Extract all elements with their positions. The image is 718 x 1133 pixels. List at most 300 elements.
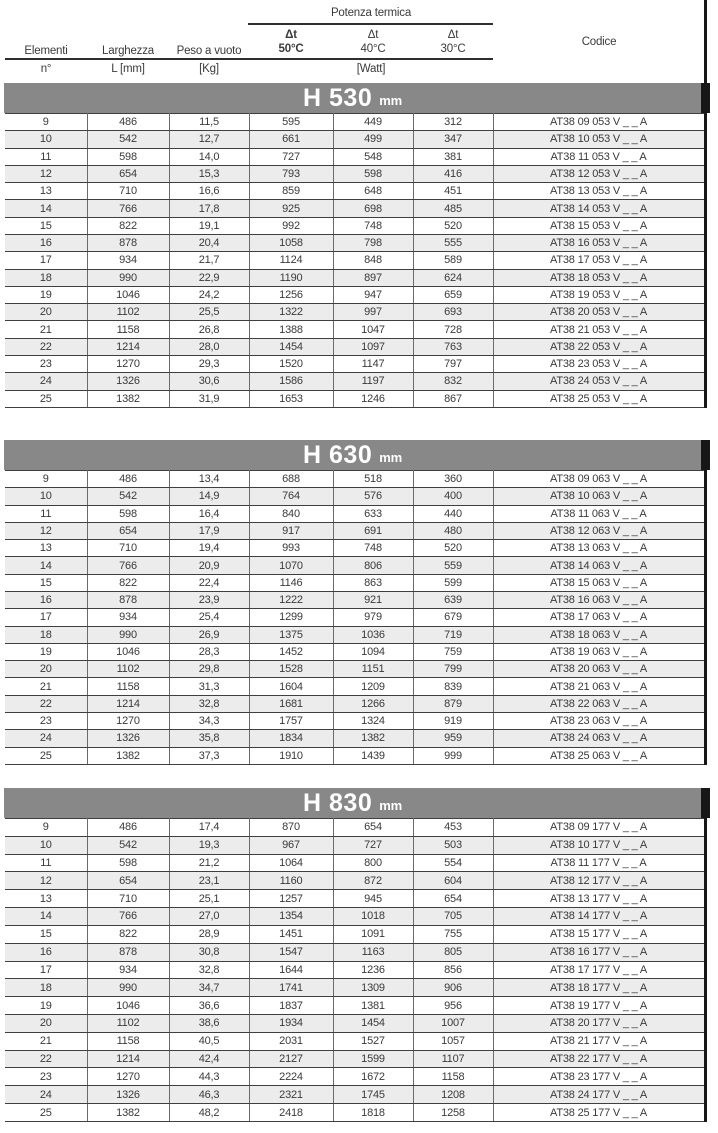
cell-codice: AT38 09 053 V _ _ A xyxy=(493,114,705,131)
cell-watt-40: 979 xyxy=(333,609,413,626)
cell-watt-50: 1160 xyxy=(249,872,333,890)
cell-watt-50: 840 xyxy=(249,505,333,522)
cell-elementi: 18 xyxy=(5,979,87,997)
cell-larghezza: 878 xyxy=(87,943,169,961)
cell-codice: AT38 19 053 V _ _ A xyxy=(493,286,705,303)
table-row xyxy=(5,338,705,355)
cell-elementi: 16 xyxy=(5,591,87,608)
cell-watt-40: 1236 xyxy=(333,961,413,979)
table-row xyxy=(5,997,705,1015)
cell-codice: AT38 15 053 V _ _ A xyxy=(493,217,705,234)
table-row xyxy=(5,390,705,408)
cell-watt-50: 1528 xyxy=(249,661,333,678)
cell-watt-30: 520 xyxy=(413,540,493,557)
cell-codice: AT38 16 053 V _ _ A xyxy=(493,234,705,251)
cell-watt-50: 1146 xyxy=(249,574,333,591)
cell-larghezza: 1326 xyxy=(87,373,169,390)
cell-codice: AT38 25 053 V _ _ A xyxy=(493,390,705,408)
cell-watt-50: 1451 xyxy=(249,925,333,943)
section-banner xyxy=(4,83,710,113)
cell-larghezza: 1382 xyxy=(87,1104,169,1122)
cell-peso: 32,8 xyxy=(169,961,249,979)
potenza-termica-group-label: Potenza termica xyxy=(330,7,412,19)
table-row xyxy=(5,854,705,872)
elementi-unit-label: n° xyxy=(40,63,52,75)
cell-elementi: 14 xyxy=(5,200,87,217)
cell-elementi: 25 xyxy=(5,390,87,408)
cell-watt-40: 1246 xyxy=(333,390,413,408)
table-row xyxy=(5,678,705,695)
cell-watt-30: 453 xyxy=(413,819,493,837)
cell-larghezza: 542 xyxy=(87,836,169,854)
cell-elementi: 11 xyxy=(5,148,87,165)
cell-elementi: 25 xyxy=(5,1104,87,1122)
cell-watt-40: 897 xyxy=(333,269,413,286)
cell-watt-30: 755 xyxy=(413,925,493,943)
cell-larghezza: 766 xyxy=(87,557,169,574)
cell-watt-40: 1309 xyxy=(333,979,413,997)
cell-elementi: 19 xyxy=(5,643,87,660)
cell-watt-30: 999 xyxy=(413,747,493,765)
cell-watt-40: 1209 xyxy=(333,678,413,695)
cell-larghezza: 598 xyxy=(87,854,169,872)
cell-watt-50: 1256 xyxy=(249,286,333,303)
cell-watt-50: 1653 xyxy=(249,390,333,408)
cell-codice: AT38 14 053 V _ _ A xyxy=(493,200,705,217)
section-title: H 630 xyxy=(303,440,373,469)
cell-watt-30: 763 xyxy=(413,338,493,355)
cell-elementi: 15 xyxy=(5,925,87,943)
cell-larghezza: 1102 xyxy=(87,661,169,678)
table-row xyxy=(5,730,705,747)
table-row xyxy=(5,890,705,908)
cell-watt-30: 879 xyxy=(413,695,493,712)
cell-watt-40: 1036 xyxy=(333,626,413,643)
cell-watt-40: 1745 xyxy=(333,1086,413,1104)
cell-watt-30: 1208 xyxy=(413,1086,493,1104)
table-row xyxy=(5,114,705,131)
cell-peso: 37,3 xyxy=(169,747,249,765)
cell-peso: 48,2 xyxy=(169,1104,249,1122)
table-row xyxy=(5,908,705,926)
table-row xyxy=(5,979,705,997)
cell-watt-30: 693 xyxy=(413,304,493,321)
cell-elementi: 12 xyxy=(5,522,87,539)
cell-peso: 28,9 xyxy=(169,925,249,943)
cell-codice: AT38 13 177 V _ _ A xyxy=(493,890,705,908)
cell-watt-40: 1151 xyxy=(333,661,413,678)
table-row xyxy=(5,747,705,765)
cell-watt-50: 2127 xyxy=(249,1050,333,1068)
cell-watt-40: 947 xyxy=(333,286,413,303)
cell-watt-30: 347 xyxy=(413,131,493,148)
table-row xyxy=(5,1014,705,1032)
cell-watt-40: 800 xyxy=(333,854,413,872)
cell-elementi: 17 xyxy=(5,961,87,979)
cell-watt-40: 1672 xyxy=(333,1068,413,1086)
cell-elementi: 15 xyxy=(5,574,87,591)
cell-peso: 25,5 xyxy=(169,304,249,321)
cell-watt-30: 719 xyxy=(413,626,493,643)
cell-elementi: 21 xyxy=(5,321,87,338)
cell-elementi: 13 xyxy=(5,540,87,557)
cell-watt-40: 1381 xyxy=(333,997,413,1015)
cell-peso: 31,3 xyxy=(169,678,249,695)
table-row xyxy=(5,661,705,678)
cell-larghezza: 822 xyxy=(87,574,169,591)
table-row xyxy=(5,819,705,837)
cell-watt-30: 1158 xyxy=(413,1068,493,1086)
cell-elementi: 19 xyxy=(5,997,87,1015)
cell-elementi: 10 xyxy=(5,836,87,854)
cell-peso: 26,8 xyxy=(169,321,249,338)
cell-watt-40: 654 xyxy=(333,819,413,837)
cell-codice: AT38 10 053 V _ _ A xyxy=(493,131,705,148)
potenza-termica-underline xyxy=(248,23,493,25)
table-row xyxy=(5,471,705,488)
cell-codice: AT38 19 063 V _ _ A xyxy=(493,643,705,660)
table-header xyxy=(0,0,718,83)
cell-peso: 29,3 xyxy=(169,355,249,372)
cell-larghezza: 766 xyxy=(87,200,169,217)
cell-codice: AT38 22 177 V _ _ A xyxy=(493,1050,705,1068)
cell-peso: 17,8 xyxy=(169,200,249,217)
section-banner xyxy=(4,788,710,818)
cell-watt-40: 863 xyxy=(333,574,413,591)
cell-peso: 32,8 xyxy=(169,695,249,712)
cell-elementi: 24 xyxy=(5,1086,87,1104)
delta-t-30-column-header xyxy=(413,28,493,56)
cell-elementi: 10 xyxy=(5,488,87,505)
cell-elementi: 23 xyxy=(5,712,87,729)
cell-peso: 22,4 xyxy=(169,574,249,591)
cell-watt-30: 805 xyxy=(413,943,493,961)
cell-elementi: 9 xyxy=(5,471,87,488)
cell-watt-40: 1197 xyxy=(333,373,413,390)
cell-larghezza: 990 xyxy=(87,269,169,286)
cell-watt-50: 1124 xyxy=(249,252,333,269)
cell-watt-50: 1934 xyxy=(249,1014,333,1032)
cell-larghezza: 1270 xyxy=(87,355,169,372)
cell-larghezza: 1046 xyxy=(87,643,169,660)
spec-table xyxy=(5,818,707,1122)
cell-watt-40: 848 xyxy=(333,252,413,269)
cell-peso: 31,9 xyxy=(169,390,249,408)
cell-peso: 35,8 xyxy=(169,730,249,747)
cell-watt-50: 727 xyxy=(249,148,333,165)
cell-codice: AT38 12 063 V _ _ A xyxy=(493,522,705,539)
cell-peso: 28,3 xyxy=(169,643,249,660)
cell-peso: 36,6 xyxy=(169,997,249,1015)
cell-codice: AT38 25 063 V _ _ A xyxy=(493,747,705,765)
cell-elementi: 20 xyxy=(5,1014,87,1032)
delta-t-symbol: Δt xyxy=(285,29,297,41)
cell-watt-50: 1547 xyxy=(249,943,333,961)
cell-watt-30: 555 xyxy=(413,234,493,251)
cell-watt-50: 1070 xyxy=(249,557,333,574)
cell-larghezza: 1270 xyxy=(87,1068,169,1086)
cell-watt-30: 1057 xyxy=(413,1032,493,1050)
cell-larghezza: 542 xyxy=(87,131,169,148)
cell-peso: 27,0 xyxy=(169,908,249,926)
cell-larghezza: 598 xyxy=(87,148,169,165)
cell-elementi: 18 xyxy=(5,269,87,286)
cell-watt-30: 451 xyxy=(413,183,493,200)
cell-peso: 17,9 xyxy=(169,522,249,539)
cell-larghezza: 1046 xyxy=(87,997,169,1015)
cell-watt-50: 2224 xyxy=(249,1068,333,1086)
cell-peso: 11,5 xyxy=(169,114,249,131)
cell-codice: AT38 24 177 V _ _ A xyxy=(493,1086,705,1104)
cell-peso: 12,7 xyxy=(169,131,249,148)
cell-watt-40: 449 xyxy=(333,114,413,131)
cell-watt-30: 312 xyxy=(413,114,493,131)
table-row xyxy=(5,872,705,890)
cell-watt-40: 548 xyxy=(333,148,413,165)
cell-larghezza: 1270 xyxy=(87,712,169,729)
cell-watt-40: 1324 xyxy=(333,712,413,729)
cell-watt-50: 1834 xyxy=(249,730,333,747)
cell-codice: AT38 23 053 V _ _ A xyxy=(493,355,705,372)
cell-peso: 25,4 xyxy=(169,609,249,626)
table-row xyxy=(5,355,705,372)
table-row xyxy=(5,304,705,321)
cell-watt-40: 1018 xyxy=(333,908,413,926)
cell-watt-50: 870 xyxy=(249,819,333,837)
section-title-unit: mm xyxy=(379,450,402,465)
cell-codice: AT38 22 063 V _ _ A xyxy=(493,695,705,712)
cell-watt-50: 2321 xyxy=(249,1086,333,1104)
cell-watt-40: 945 xyxy=(333,890,413,908)
cell-watt-50: 925 xyxy=(249,200,333,217)
cell-watt-30: 679 xyxy=(413,609,493,626)
table-row xyxy=(5,131,705,148)
cell-larghezza: 1158 xyxy=(87,1032,169,1050)
cell-elementi: 14 xyxy=(5,908,87,926)
cell-elementi: 13 xyxy=(5,183,87,200)
table-row xyxy=(5,488,705,505)
cell-peso: 22,9 xyxy=(169,269,249,286)
cell-watt-50: 859 xyxy=(249,183,333,200)
cell-larghezza: 1214 xyxy=(87,1050,169,1068)
cell-peso: 23,9 xyxy=(169,591,249,608)
cell-codice: AT38 11 053 V _ _ A xyxy=(493,148,705,165)
section-title: H 530 xyxy=(303,83,373,112)
cell-codice: AT38 17 053 V _ _ A xyxy=(493,252,705,269)
cell-watt-50: 1375 xyxy=(249,626,333,643)
cell-watt-40: 499 xyxy=(333,131,413,148)
cell-watt-40: 576 xyxy=(333,488,413,505)
cell-elementi: 16 xyxy=(5,943,87,961)
cell-larghezza: 654 xyxy=(87,522,169,539)
table-row xyxy=(5,961,705,979)
cell-elementi: 17 xyxy=(5,609,87,626)
cell-larghezza: 1046 xyxy=(87,286,169,303)
cell-larghezza: 934 xyxy=(87,609,169,626)
cell-elementi: 25 xyxy=(5,747,87,765)
cell-codice: AT38 24 063 V _ _ A xyxy=(493,730,705,747)
cell-watt-40: 648 xyxy=(333,183,413,200)
cell-watt-50: 1644 xyxy=(249,961,333,979)
cell-watt-30: 705 xyxy=(413,908,493,926)
cell-watt-30: 832 xyxy=(413,373,493,390)
cell-peso: 19,4 xyxy=(169,540,249,557)
cell-codice: AT38 18 177 V _ _ A xyxy=(493,979,705,997)
table-row xyxy=(5,217,705,234)
cell-watt-50: 2031 xyxy=(249,1032,333,1050)
cell-codice: AT38 20 177 V _ _ A xyxy=(493,1014,705,1032)
cell-watt-30: 728 xyxy=(413,321,493,338)
cell-codice: AT38 25 177 V _ _ A xyxy=(493,1104,705,1122)
cell-codice: AT38 21 063 V _ _ A xyxy=(493,678,705,695)
cell-watt-30: 400 xyxy=(413,488,493,505)
cell-watt-40: 698 xyxy=(333,200,413,217)
delta-t-30-label: 30°C xyxy=(440,43,466,55)
cell-elementi: 23 xyxy=(5,355,87,372)
cell-larghezza: 1382 xyxy=(87,390,169,408)
spec-table xyxy=(5,113,707,408)
cell-codice: AT38 17 063 V _ _ A xyxy=(493,609,705,626)
cell-larghezza: 934 xyxy=(87,961,169,979)
cell-watt-40: 1091 xyxy=(333,925,413,943)
cell-watt-50: 688 xyxy=(249,471,333,488)
cell-watt-50: 917 xyxy=(249,522,333,539)
cell-codice: AT38 21 177 V _ _ A xyxy=(493,1032,705,1050)
cell-peso: 25,1 xyxy=(169,890,249,908)
cell-watt-30: 759 xyxy=(413,643,493,660)
cell-watt-30: 480 xyxy=(413,522,493,539)
cell-watt-40: 1097 xyxy=(333,338,413,355)
table-row xyxy=(5,234,705,251)
section-banner xyxy=(4,440,710,470)
cell-elementi: 11 xyxy=(5,505,87,522)
cell-watt-50: 1454 xyxy=(249,338,333,355)
cell-watt-50: 1586 xyxy=(249,373,333,390)
cell-watt-30: 639 xyxy=(413,591,493,608)
table-row xyxy=(5,943,705,961)
section-title: H 830 xyxy=(303,788,373,817)
cell-codice: AT38 14 177 V _ _ A xyxy=(493,908,705,926)
cell-watt-50: 1064 xyxy=(249,854,333,872)
cell-peso: 46,3 xyxy=(169,1086,249,1104)
cell-codice: AT38 13 053 V _ _ A xyxy=(493,183,705,200)
cell-watt-30: 624 xyxy=(413,269,493,286)
cell-watt-40: 598 xyxy=(333,165,413,182)
cell-peso: 20,9 xyxy=(169,557,249,574)
cell-watt-40: 1147 xyxy=(333,355,413,372)
cell-codice: AT38 11 063 V _ _ A xyxy=(493,505,705,522)
cell-codice: AT38 19 177 V _ _ A xyxy=(493,997,705,1015)
cell-watt-30: 919 xyxy=(413,712,493,729)
cell-watt-50: 1222 xyxy=(249,591,333,608)
section-h-630 xyxy=(0,440,718,765)
cell-watt-30: 360 xyxy=(413,471,493,488)
delta-t-symbol: Δt xyxy=(367,29,379,41)
cell-larghezza: 1326 xyxy=(87,1086,169,1104)
header-divider-rule xyxy=(5,58,493,60)
cell-watt-50: 1322 xyxy=(249,304,333,321)
cell-elementi: 9 xyxy=(5,819,87,837)
table-row xyxy=(5,540,705,557)
cell-larghezza: 1102 xyxy=(87,304,169,321)
table-row xyxy=(5,1032,705,1050)
cell-codice: AT38 12 177 V _ _ A xyxy=(493,872,705,890)
cell-watt-40: 1599 xyxy=(333,1050,413,1068)
cell-watt-50: 793 xyxy=(249,165,333,182)
cell-watt-30: 1007 xyxy=(413,1014,493,1032)
cell-watt-40: 633 xyxy=(333,505,413,522)
cell-elementi: 19 xyxy=(5,286,87,303)
cell-elementi: 22 xyxy=(5,1050,87,1068)
cell-peso: 44,3 xyxy=(169,1068,249,1086)
table-row xyxy=(5,286,705,303)
cell-watt-30: 599 xyxy=(413,574,493,591)
cell-watt-30: 654 xyxy=(413,890,493,908)
cell-peso: 15,3 xyxy=(169,165,249,182)
cell-larghezza: 990 xyxy=(87,626,169,643)
cell-watt-40: 748 xyxy=(333,540,413,557)
cell-watt-30: 1258 xyxy=(413,1104,493,1122)
cell-codice: AT38 12 053 V _ _ A xyxy=(493,165,705,182)
cell-watt-50: 1388 xyxy=(249,321,333,338)
spec-table xyxy=(5,470,707,765)
cell-codice: AT38 18 053 V _ _ A xyxy=(493,269,705,286)
cell-watt-50: 1910 xyxy=(249,747,333,765)
larghezza-unit-label: L [mm] xyxy=(111,63,145,75)
table-row xyxy=(5,183,705,200)
table-row xyxy=(5,148,705,165)
cell-watt-30: 440 xyxy=(413,505,493,522)
cell-watt-30: 503 xyxy=(413,836,493,854)
table-row xyxy=(5,1104,705,1122)
cell-watt-30: 520 xyxy=(413,217,493,234)
cell-peso: 16,4 xyxy=(169,505,249,522)
cell-watt-50: 1837 xyxy=(249,997,333,1015)
cell-watt-30: 485 xyxy=(413,200,493,217)
cell-watt-40: 1382 xyxy=(333,730,413,747)
table-row xyxy=(5,321,705,338)
table-row xyxy=(5,252,705,269)
cell-peso: 14,9 xyxy=(169,488,249,505)
cell-codice: AT38 23 063 V _ _ A xyxy=(493,712,705,729)
cell-watt-30: 1107 xyxy=(413,1050,493,1068)
cell-larghezza: 934 xyxy=(87,252,169,269)
cell-codice: AT38 20 063 V _ _ A xyxy=(493,661,705,678)
cell-codice: AT38 09 177 V _ _ A xyxy=(493,819,705,837)
cell-watt-30: 956 xyxy=(413,997,493,1015)
cell-codice: AT38 22 053 V _ _ A xyxy=(493,338,705,355)
cell-elementi: 10 xyxy=(5,131,87,148)
cell-larghezza: 822 xyxy=(87,925,169,943)
cell-larghezza: 710 xyxy=(87,540,169,557)
cell-watt-40: 1163 xyxy=(333,943,413,961)
cell-larghezza: 654 xyxy=(87,165,169,182)
table-row xyxy=(5,925,705,943)
table-row xyxy=(5,165,705,182)
cell-watt-40: 1454 xyxy=(333,1014,413,1032)
cell-larghezza: 878 xyxy=(87,591,169,608)
cell-watt-50: 661 xyxy=(249,131,333,148)
cell-elementi: 24 xyxy=(5,373,87,390)
cell-codice: AT38 13 063 V _ _ A xyxy=(493,540,705,557)
table-row xyxy=(5,522,705,539)
table-row xyxy=(5,626,705,643)
table-row xyxy=(5,643,705,660)
cell-peso: 30,6 xyxy=(169,373,249,390)
cell-watt-50: 993 xyxy=(249,540,333,557)
cell-larghezza: 486 xyxy=(87,819,169,837)
cell-watt-40: 806 xyxy=(333,557,413,574)
